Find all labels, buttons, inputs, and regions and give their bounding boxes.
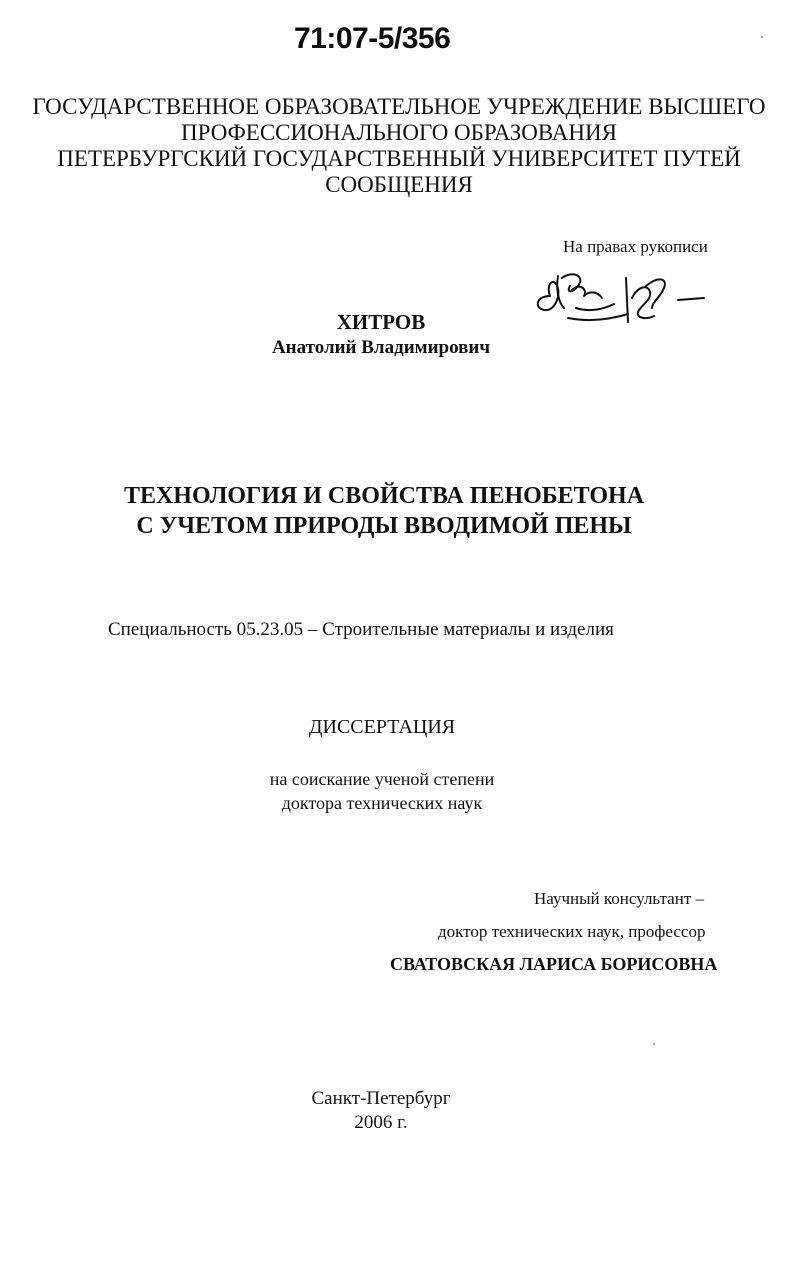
scan-speck	[761, 36, 763, 38]
specialty: Специальность 05.23.05 – Строительные материалы и изделия	[108, 619, 614, 640]
archive-code: 71:07-5/356	[294, 22, 451, 55]
title-line: ТЕХНОЛОГИЯ И СВОЙСТВА ПЕНОБЕТОНА	[123, 483, 645, 509]
degree-line: на соискание ученой степени	[269, 769, 495, 789]
institution-line: ПЕТЕРБУРГСКИЙ ГОСУДАРСТВЕННЫЙ УНИВЕРСИТЕТ ПУТЕЙ	[57, 146, 741, 171]
consultant-role: Научный консультант –	[534, 889, 704, 908]
institution-line: ПРОФЕССИОНАЛЬНОГО ОБРАЗОВАНИЯ	[181, 120, 617, 145]
title-line: С УЧЕТОМ ПРИРОДЫ ВВОДИМОЙ ПЕНЫ	[136, 513, 632, 539]
year: 2006 г.	[354, 1112, 408, 1133]
thesis-title	[0, 481, 768, 541]
author-given-names: Анатолий Владимирович	[271, 337, 491, 358]
institution-line: СООБЩЕНИЯ	[325, 172, 473, 197]
document-type: ДИССЕРТАЦИЯ	[308, 716, 456, 738]
degree-line: доктора технических наук	[281, 793, 483, 813]
manuscript-note: На правах рукописи	[563, 237, 708, 256]
degree-block	[0, 767, 764, 815]
author-surname: ХИТРОВ	[336, 310, 426, 334]
consultant-title: доктор технических наук, профессор	[438, 922, 706, 941]
scan-speck	[653, 1043, 655, 1045]
consultant-name: СВАТОВСКАЯ ЛАРИСА БОРИСОВНА	[390, 954, 718, 974]
institution-block	[0, 94, 798, 198]
institution-line: ГОСУДАРСТВЕННОЕ ОБРАЗОВАТЕЛЬНОЕ УЧРЕЖДЕНИЕ ВЫСШЕГО	[32, 94, 766, 119]
place: Санкт-Петербург	[311, 1088, 451, 1109]
